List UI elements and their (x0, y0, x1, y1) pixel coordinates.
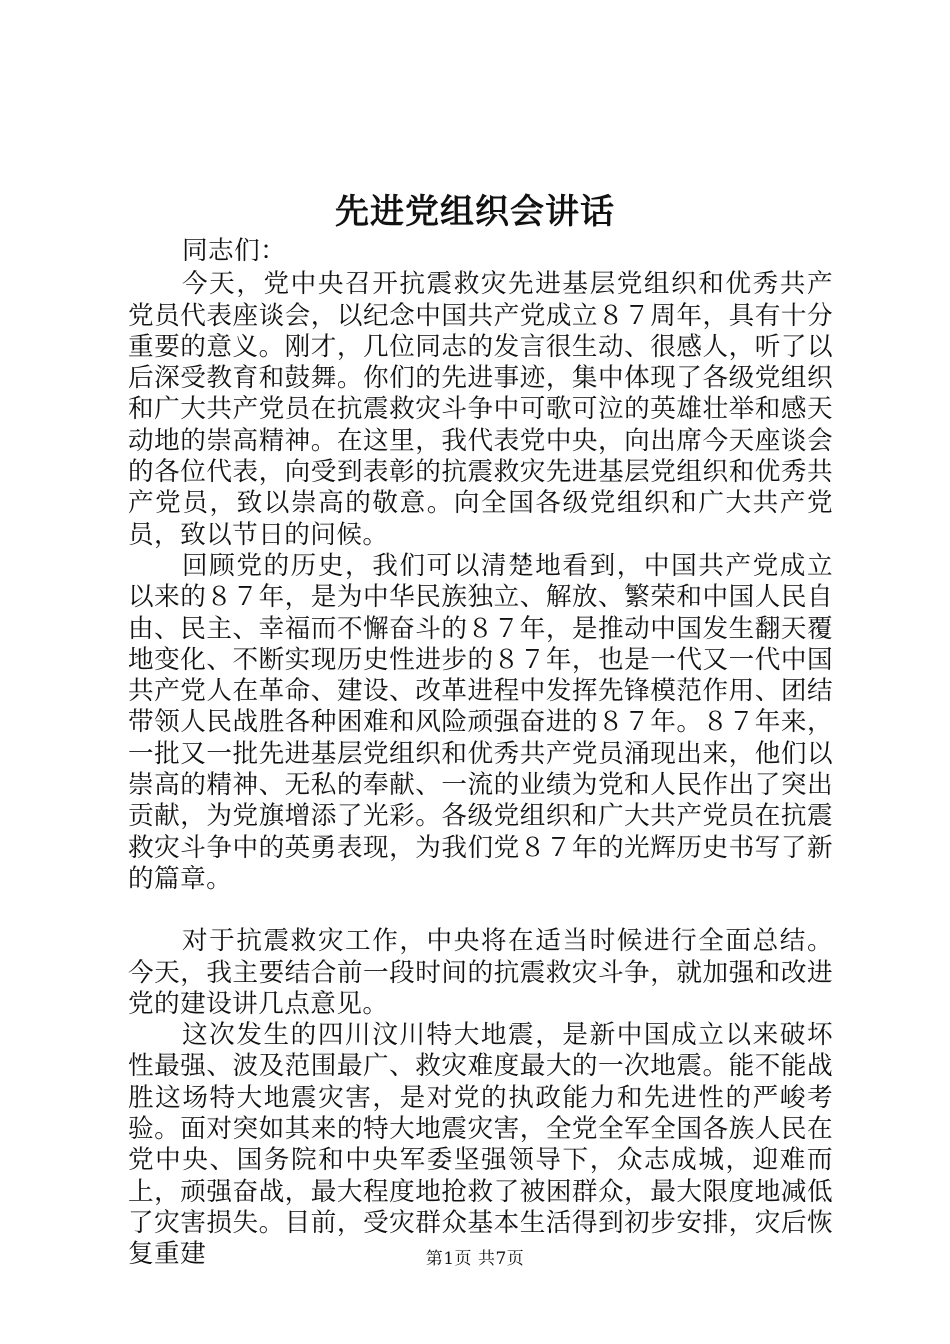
paragraph-3: 对于抗震救灾工作，中央将在适当时候进行全面总结。今天，我主要结合前一段时间的抗震救灾斗争，就加强和改进党的建设讲几点意见。 (128, 926, 833, 1019)
document-title: 先进党组织会讲话 (335, 192, 615, 232)
paragraph-1: 今天，党中央召开抗震救灾先进基层党组织和优秀共产党员代表座谈会，以纪念中国共产党成立８７周年，具有十分重要的意义。刚才，几位同志的发言很生动、很感人，听了以后深受教育和鼓舞。你们的先进事迹，集中体现了各级党组织和广大共产党员在抗震救灾斗争中可歌可泣的英雄壮举和感天动地的崇高精神。在这里，我代表党中央，向出席今天座谈会的各位代表，向受到表彰的抗震救灾先进基层党组织和优秀共产党员，致以崇高的敬意。向全国各级党组织和广大共产党员，致以节日的问候。 (128, 269, 833, 550)
page-number-footer: 第1页 共7页 (425, 1249, 525, 1269)
salutation: 同志们： (182, 236, 287, 266)
document-body (128, 236, 833, 1271)
paragraph-2: 回顾党的历史，我们可以清楚地看到，中国共产党成立以来的８７年，是为中华民族独立、解放、繁荣和中国人民自由、民主、幸福而不懈奋斗的８７年，是推动中国发生翻天覆地变化、不断实现历史性进步的８７年，也是一代又一代中国共产党人在革命、建设、改革进程中发挥先锋模范作用、团结带领人民战胜各种困难和风险顽强奋进的８７年。８７年来，一批又一批先进基层党组织和优秀共产党员涌现出来，他们以崇高的精神、无私的奉献、一流的业绩为党和人民作出了突出贡献，为党旗增添了光彩。各级党组织和广大共产党员在抗震救灾斗争中的英勇表现，为我们党８７年的光辉历史书写了新的篇章。 (128, 550, 833, 894)
paragraph-4: 这次发生的四川汶川特大地震，是新中国成立以来破坏性最强、波及范围最广、救灾难度最大的一次地震。能不能战胜这场特大地震灾害，是对党的执政能力和先进性的严峻考验。面对突如其来的特大地震灾害，全党全军全国各族人民在党中央、国务院和中央军委坚强领导下，众志成城，迎难而上，顽强奋战，最大程度地抢救了被困群众，最大限度地减低了灾害损失。目前，受灾群众基本生活得到初步安排，灾后恢复重建 (128, 1020, 833, 1270)
